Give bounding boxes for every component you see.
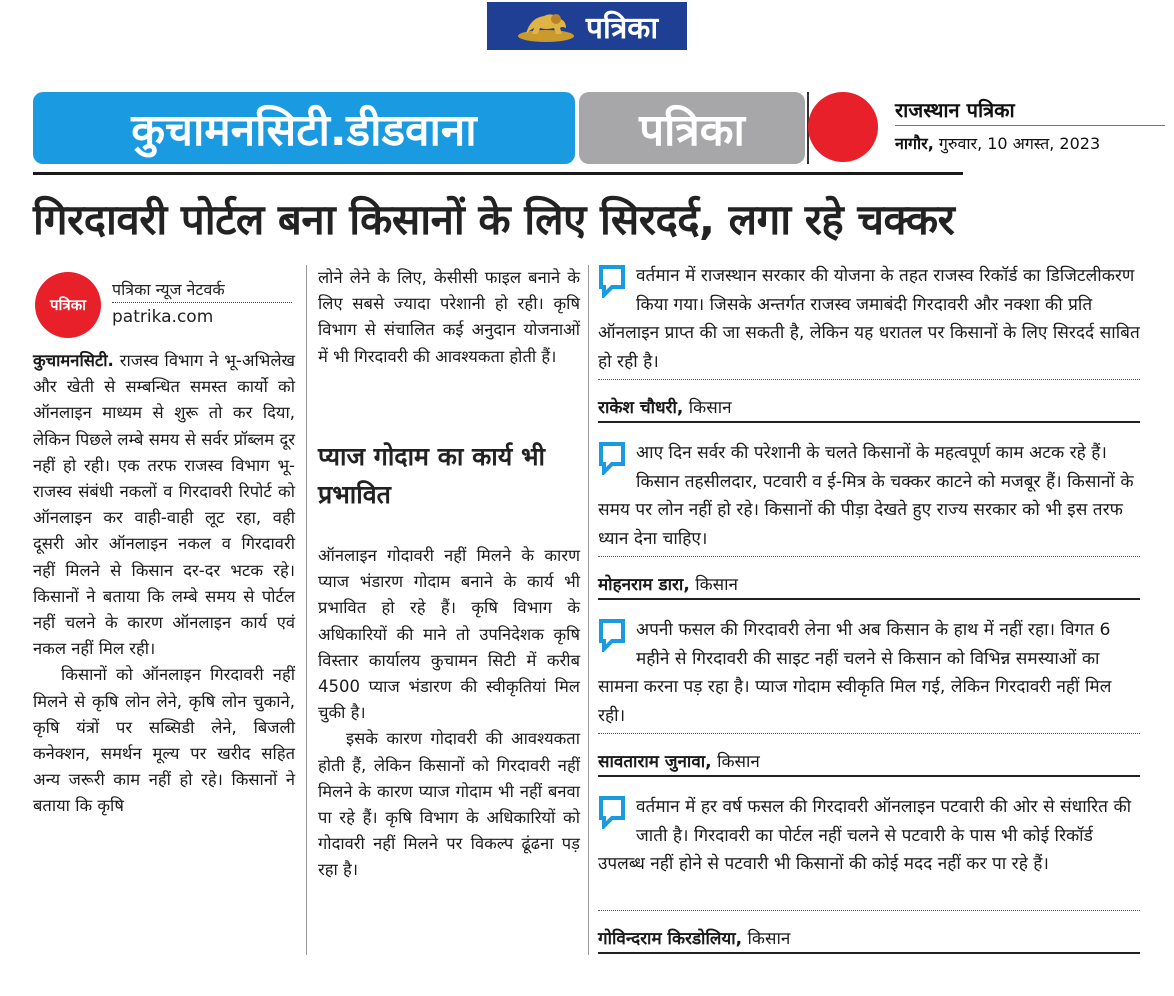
place: नागौर, — [895, 134, 934, 153]
publication-name: राजस्थान पत्रिका — [895, 98, 1015, 122]
quote-attribution — [598, 572, 738, 595]
lion-emblem-icon — [516, 8, 576, 44]
section-banner — [33, 92, 1168, 166]
person-name: सावताराम जुनावा, — [598, 752, 712, 772]
speech-bubble-icon — [598, 795, 626, 829]
quote-block — [598, 262, 1140, 376]
person-name: राकेश चौधरी, — [598, 398, 684, 418]
byline-website: patrika.com — [112, 307, 214, 327]
speech-bubble-icon — [598, 264, 626, 298]
paragraph — [33, 348, 295, 662]
quote-separator — [598, 910, 1140, 911]
red-circle-icon — [808, 92, 878, 162]
speech-bubble-icon — [598, 618, 626, 652]
quote-separator — [598, 733, 1140, 734]
paragraph: किसानों को ऑनलाइन गिरदावरी नहीं मिलने से कृषि लोन लेने, कृषि लोन चुकाने, कृषि यंत्रों पर सब्सिडी लेने, बिजली कनेक्शन, समर्थन मूल्य पर खरीद सहित अन्य जरूरी काम नहीं हो रहे। किसानों ने बताया कि कृषि — [33, 665, 295, 816]
person-name: मोहनराम डारा, — [598, 575, 690, 595]
quote-block — [598, 616, 1140, 730]
patrika-badge-icon: पत्रिका — [35, 272, 101, 338]
attribution-rule — [598, 598, 1140, 600]
column-divider — [306, 265, 307, 955]
article-column-2-continued — [318, 543, 580, 884]
publication-date — [895, 132, 1100, 154]
paragraph-text: राजस्व विभाग ने भू-अभिलेख और खेती से सम्बन्धित समस्त कार्यो को ऑनलाइन माध्यम से शुरू तो कर दिया, लेकिन पिछले लम्बे समय से सर्वर प्रॉब्लम दूर नहीं हो रही। एक तरफ राजस्व विभाग भू-राजस्व संबंधी नकलों व गिरदावरी रिपोर्ट को ऑनलाइन कर वाही-वाही लूट रहा, वही दूसरी ओर ऑनलाइन नकल व गिरदावरी नहीं मिलने से किसान दर-दर भटक रहे। किसानों ने बताया कि लम्बे समय से पोर्टल नहीं चलने के कारण ऑनलाइन कार्य एवं नकल नहीं मिल रही। — [33, 351, 295, 659]
paragraph: इसके कारण गोदावरी की आवश्यकता होती हैं, लेकिन किसानों को गिरदावरी नहीं मिलने के कारण प्याज गोदाम भी नहीं बनवा पा रहे हैं। कृषि विभाग के अधिकारियों को गोदावरी नहीं मिलने पर विकल्प ढूंढना पड़ रहा है। — [318, 729, 580, 880]
article-column-2 — [318, 265, 580, 370]
quote-separator — [598, 379, 1140, 380]
publication-rule — [895, 125, 1165, 126]
date: गुरुवार, 10 अगस्त, 2023 — [938, 134, 1101, 153]
quote-attribution — [598, 926, 790, 949]
subheading: प्याज गोदाम का कार्य भी प्रभावित — [318, 442, 546, 509]
attribution-rule — [598, 775, 1140, 777]
quote-text: अपनी फसल की गिरदावरी लेना भी अब किसान के हाथ में नहीं रहा। विगत 6 महीने से गिरदावरी की साइट नहीं चलने से किसान को विभिन्न समस्याओं का सामना करना पड़ रहा है। प्याज गोदाम स्वीकृति मिल गई, लेकिन गिरदावरी नहीं मिल रही। — [598, 620, 1112, 726]
logo-text: पत्रिका — [585, 10, 659, 46]
person-role: किसान — [747, 929, 791, 949]
person-role: किसान — [717, 752, 760, 772]
quote-attribution — [598, 749, 760, 772]
attribution-rule — [598, 952, 1140, 954]
person-name: गोविन्दराम किरडोलिया, — [598, 929, 743, 949]
patrika-logo — [487, 2, 687, 50]
paragraph: ऑनलाइन गोदावरी नहीं मिलने के कारण प्याज भंडारण गोदाम बनाने के कार्य भी प्रभावित हो रहे हैं। कृषि विभाग के अधिकारियों की माने तो उपनिदेशक कृषि विस्तार कार्यालय कुचामन सिटी में करीब 4500 प्याज भंडारण की स्वीकृतियां मिल चुकी है। — [318, 546, 580, 723]
city-label: कुचामनसिटी.डीडवाना — [33, 92, 575, 164]
speech-bubble-icon — [598, 441, 626, 475]
person-role: किसान — [695, 575, 738, 595]
attribution-rule — [598, 421, 1140, 423]
byline-rule — [112, 302, 292, 303]
person-role: किसान — [688, 398, 732, 418]
byline-network: पत्रिका न्यूज नेटवर्क — [112, 280, 225, 299]
paragraph: लोने लेने के लिए, केसीसी फाइल बनाने के लिए सबसे ज्यादा परेशानी हो रही। कृषि विभाग से संचालित कई अनुदान योजनाओं में भी गिरदावरी की आवश्यकता होती हैं। — [318, 268, 580, 366]
headline: गिरदावरी पोर्टल बना किसानों के लिए सिरदर्द, लगा रहे चक्कर — [33, 195, 955, 244]
quote-text: वर्तमान में हर वर्ष फसल की गिरदावरी ऑनलाइन पटवारी की ओर से संधारित की जाती है। गिरदावरी का पोर्टल नहीं चलने से पटवारी के पास भी कोई रिकॉर्ड उपलब्ध नहीं होने से पटवारी भी किसानों की कोई मदद नहीं कर पा रहे हैं। — [598, 797, 1132, 875]
brand-label: पत्रिका — [579, 92, 805, 164]
dateline: कुचामनसिटी. — [33, 351, 114, 370]
column-divider — [588, 265, 589, 955]
quote-separator — [598, 556, 1140, 557]
quote-block — [598, 793, 1140, 879]
quote-attribution — [598, 395, 732, 418]
quote-block — [598, 439, 1140, 553]
quote-text: आए दिन सर्वर की परेशानी के चलते किसानों के महत्वपूर्ण काम अटक रहे हैं। किसान तहसीलदार, पटवारी व ई-मित्र के चक्कर काटने को मजबूर हैं। किसानों के समय पर लोन नहीं हो रहे। किसानों की पीड़ा देखते हुए राज्य सरकार को भी इस तरफ ध्यान देना चाहिए। — [598, 443, 1134, 549]
quote-text: वर्तमान में राजस्थान सरकार की योजना के तहत राजस्व रिकॉर्ड का डिजिटलीकरण किया गया। जिसके अन्तर्गत राजस्व जमाबंदी गिरदावरी और नक्शा की प्रति ऑनलाइन प्राप्त की जा सकती है, लेकिन यह धरातल पर किसानों के लिए सिरदर्द साबित हो रही है। — [598, 266, 1140, 372]
headline-rule — [33, 172, 963, 175]
article-column-1 — [33, 348, 295, 820]
